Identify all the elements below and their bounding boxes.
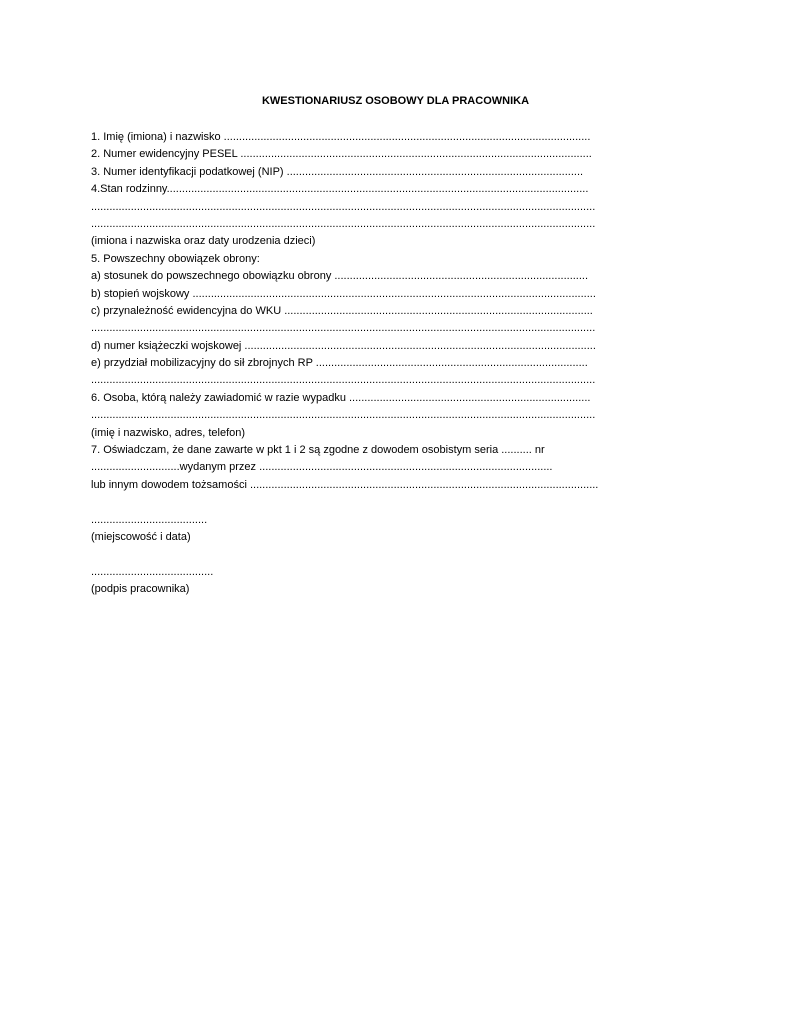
dotted-line: ..................................................................................................................................................................... <box>91 217 596 230</box>
declaration-other-id: lub innym dowodem tożsamości .................................................................................................................. <box>91 478 599 491</box>
field-mobilization-assignment: e) przydział mobilizacyjny do sił zbrojnych RP ......................................................................................... <box>91 357 588 370</box>
questionnaire-body <box>91 129 651 599</box>
field-defense-relation: a) stosunek do powszechnego obowiązku obrony ................................................................................... <box>91 270 589 283</box>
declaration-issued-by: .............................wydanym przez ................................................................................................ <box>91 461 553 474</box>
signature-line: ........................................ <box>91 565 214 578</box>
field-wku: c) przynależność ewidencyjna do WKU ..................................................................................................... <box>91 304 593 317</box>
field-emergency-contact: 6. Osoba, którą należy zawiadomić w razie wypadku ............................................................................... <box>91 391 591 404</box>
contact-caption: (imię i nazwisko, adres, telefon) <box>91 426 246 439</box>
field-military-rank: b) stopień wojskowy .................................................................................................................................... <box>91 287 596 300</box>
spacer <box>91 546 651 563</box>
dotted-line: ..................................................................................................................................................................... <box>91 200 596 213</box>
field-pesel: 2. Numer ewidencyjny PESEL ................................................................................................................... <box>91 148 592 161</box>
declaration-text: 7. Oświadczam, że dane zawarte w pkt 1 i 2 są zgodne z dowodem osobistym seria .......... nr <box>91 444 545 457</box>
dotted-line: ..................................................................................................................................................................... <box>91 322 596 335</box>
place-date-caption: (miejscowość i data) <box>91 530 191 543</box>
field-military-book-number: d) numer książeczki wojskowej ................................................................................................................... <box>91 339 596 352</box>
document-title: KWESTIONARIUSZ OSOBOWY DLA PRACOWNIKA <box>261 95 530 107</box>
signature-caption: (podpis pracownika) <box>91 583 190 596</box>
field-name: 1. Imię (imiona) i nazwisko ........................................................................................................................ <box>91 131 591 143</box>
dotted-line: ..................................................................................................................................................................... <box>91 374 596 387</box>
section-defense-heading: 5. Powszechny obowiązek obrony: <box>91 252 260 265</box>
dotted-line: ..................................................................................................................................................................... <box>91 409 596 422</box>
children-caption: (imiona i nazwiska oraz daty urodzenia dzieci) <box>91 235 316 248</box>
place-date-line: ...................................... <box>91 513 208 526</box>
field-nip: 3. Numer identyfikacji podatkowej (NIP) ................................................................................................. <box>91 165 584 178</box>
spacer <box>91 494 651 511</box>
field-marital-status: 4.Stan rodzinny.......................................................................................................................................... <box>91 183 589 196</box>
